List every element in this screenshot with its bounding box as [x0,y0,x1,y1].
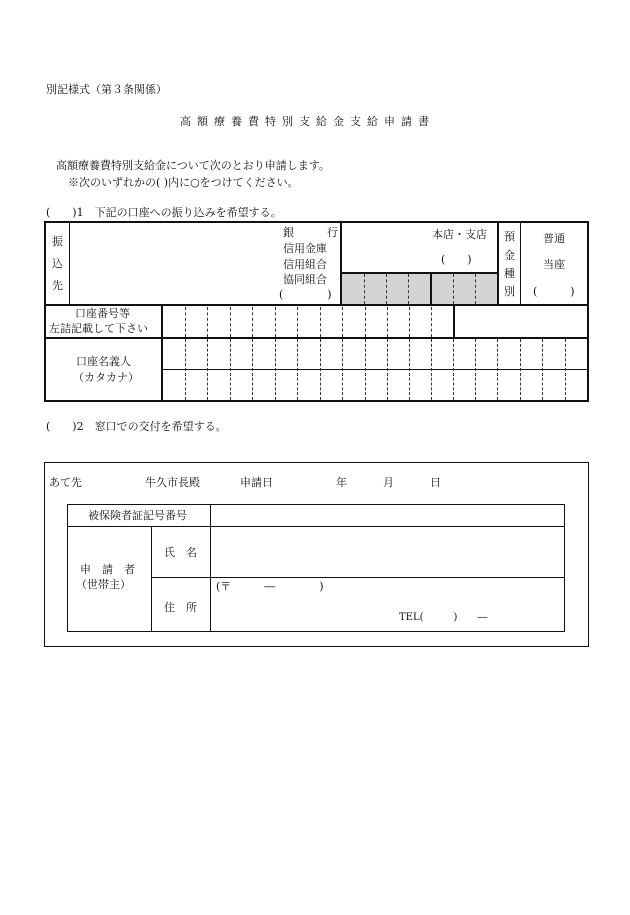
intro-text: 高額療養費特別支給金について次のとおり申請します。 [56,159,330,172]
bank-type-shinkumi: 信用組合 [283,258,327,271]
deposit-type-char-1: 預 [504,230,515,243]
account-number-label: 口座番号等 [75,307,130,320]
account-holder-label: 口座名義人 [76,355,131,368]
bank-type-paren[interactable]: ( ) [279,288,332,301]
form-reference: 別記様式（第３条関係） [46,83,167,96]
application-date-label: 申請日 [240,476,273,489]
date-month: 月 [383,476,394,489]
deposit-type-char-2: 金 [504,249,515,262]
instruction-text: ※次のいずれかの( )内に○をつけてください。 [68,176,299,189]
transfer-to-char-1: 振 [52,235,63,248]
bank-type-kyodo: 協同組合 [283,273,327,286]
transfer-to-char-3: 先 [52,279,63,292]
deposit-type-char-4: 別 [504,285,515,298]
deposit-type-char-3: 種 [504,267,515,280]
address-label: 住 所 [164,601,197,614]
date-day: 日 [430,476,441,489]
deposit-option-current: 当座 [543,258,565,271]
account-holder-katakana: （カタカナ） [73,371,139,384]
bank-type-shinkin: 信用金庫 [283,242,327,255]
bank-type-bank: 銀 行 [283,226,338,239]
applicant-label: 申 請 者 [80,563,135,576]
date-year: 年 [336,476,347,489]
insured-number-label: 被保険者証記号番号 [88,509,187,522]
applicant-household-head: （世帯主） [76,578,131,591]
option-1-transfer[interactable]: ( )1 下記の口座への振り込みを希望する。 [46,206,282,219]
tel-field[interactable]: TEL( ) ― [399,612,488,623]
addressee-label: あて先 [49,476,82,489]
transfer-to-char-2: 込 [52,257,63,270]
name-field[interactable] [211,527,564,577]
deposit-paren[interactable]: ( ) [533,285,575,298]
deposit-option-ordinary: 普通 [543,232,565,245]
postal-code-field[interactable]: (〒 ― ) [216,580,324,593]
name-label: 氏 名 [164,546,197,559]
branch-label: 本店・支店 [432,228,487,241]
account-number-note: 左詰記載して下さい [49,322,148,335]
document-title: 高額療養費特別支給金支給申請書 [180,115,435,128]
insured-number-field[interactable] [211,505,564,526]
branch-paren[interactable]: ( ) [441,253,472,266]
option-2-counter[interactable]: ( )2 窓口での交付を希望する。 [46,420,227,433]
addressee-mayor: 牛久市長殿 [145,476,200,489]
